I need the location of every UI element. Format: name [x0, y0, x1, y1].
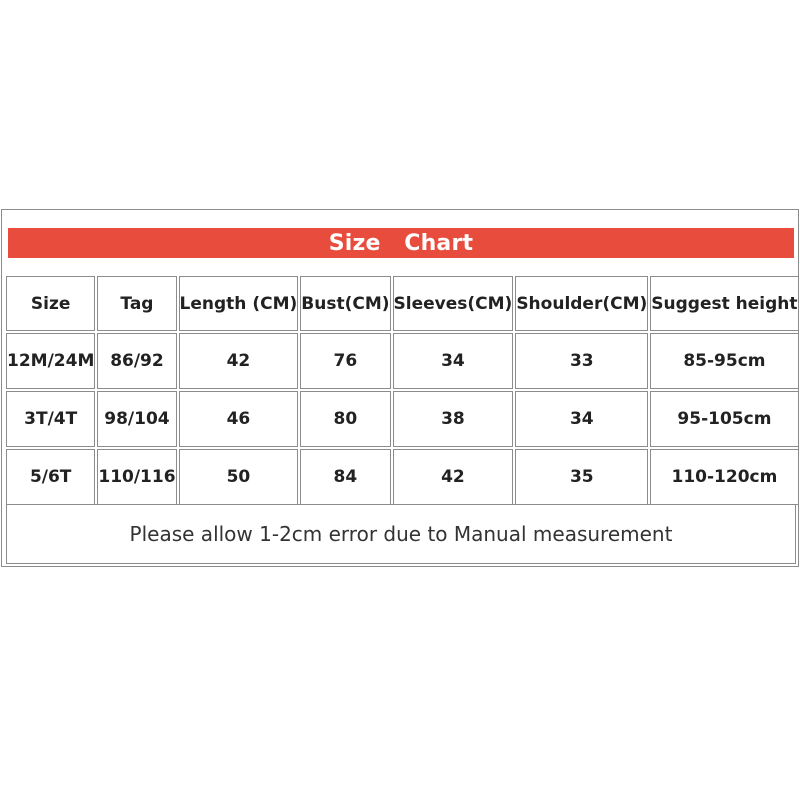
cell-shoulder: 35 [515, 449, 648, 505]
column-header-suggest-height: Suggest height [650, 276, 798, 331]
cell-suggest-height: 95-105cm [650, 391, 798, 447]
cell-size: 3T/4T [6, 391, 95, 447]
cell-tag: 110/116 [97, 449, 176, 505]
column-header-size: Size [6, 276, 95, 331]
measurement-note [6, 504, 796, 564]
cell-tag: 98/104 [97, 391, 176, 447]
cell-bust: 84 [300, 449, 390, 505]
size-table [4, 274, 800, 507]
cell-sleeves: 38 [393, 391, 514, 447]
cell-size: 5/6T [6, 449, 95, 505]
cell-sleeves: 34 [393, 333, 514, 389]
table-row [6, 449, 799, 505]
chart-title: Size Chart [328, 230, 474, 256]
cell-length: 42 [179, 333, 299, 389]
table-row [6, 391, 799, 447]
column-header-length: Length (CM) [179, 276, 299, 331]
cell-bust: 80 [300, 391, 390, 447]
cell-suggest-height: 85-95cm [650, 333, 798, 389]
cell-tag: 86/92 [97, 333, 176, 389]
column-header-tag: Tag [97, 276, 176, 331]
table-row [6, 333, 799, 389]
size-chart [1, 209, 799, 567]
cell-length: 46 [179, 391, 299, 447]
column-header-sleeves: Sleeves(CM) [393, 276, 514, 331]
cell-shoulder: 33 [515, 333, 648, 389]
measurement-note-text: Please allow 1-2cm error due to Manual measurement [129, 522, 673, 546]
cell-length: 50 [179, 449, 299, 505]
cell-suggest-height: 110-120cm [650, 449, 798, 505]
cell-shoulder: 34 [515, 391, 648, 447]
title-bar [8, 228, 794, 258]
cell-size: 12M/24M [6, 333, 95, 389]
header-row [6, 276, 799, 331]
column-header-bust: Bust(CM) [300, 276, 390, 331]
column-header-shoulder: Shoulder(CM) [515, 276, 648, 331]
cell-sleeves: 42 [393, 449, 514, 505]
cell-bust: 76 [300, 333, 390, 389]
